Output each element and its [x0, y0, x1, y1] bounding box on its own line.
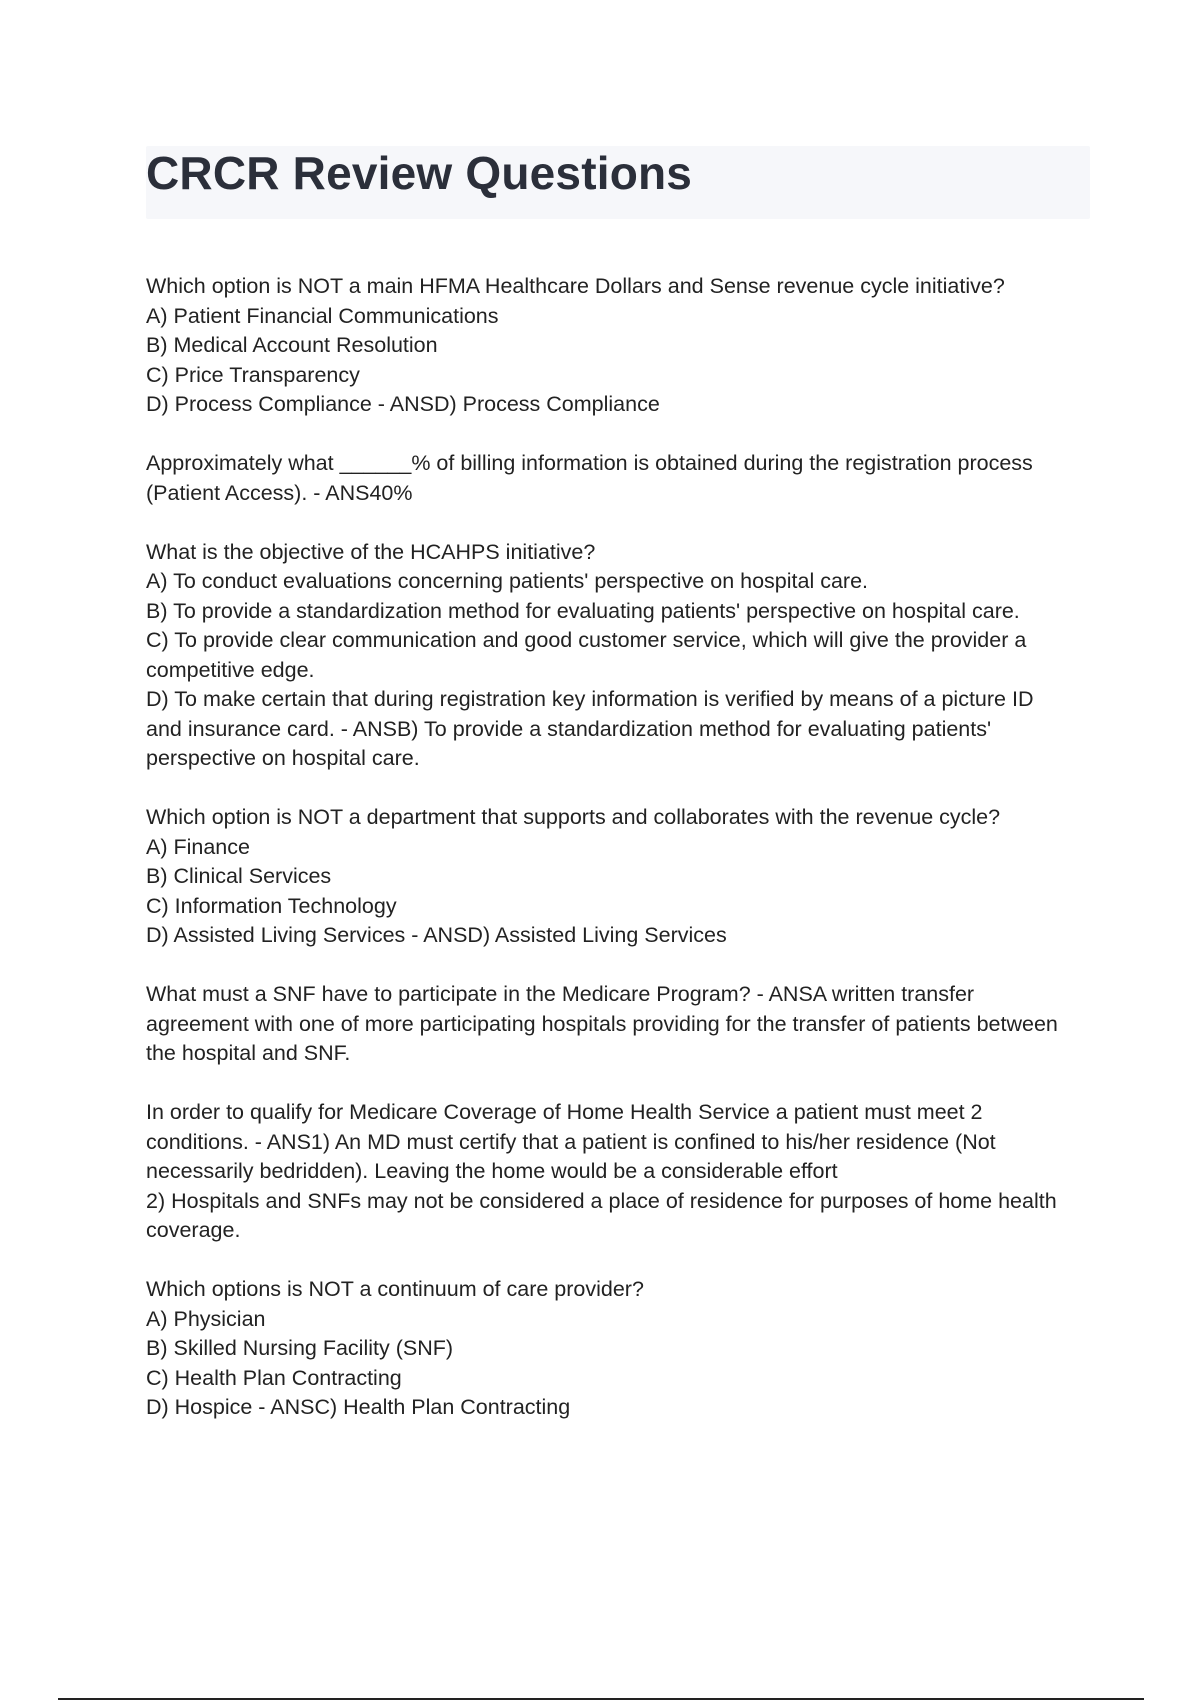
option-d-with-answer: D) Assisted Living Services - ANSD) Assisted Living Services [146, 923, 727, 947]
option-a: A) Physician [146, 1306, 266, 1331]
question-text: Which option is NOT a department that supports and collaborates with the revenue cycle? [146, 805, 1001, 829]
option-c: C) To provide clear communication and good customer service, which will give the provider a [146, 628, 1027, 652]
qa-block [146, 980, 1096, 1069]
question-text-with-answer: conditions. - ANS1) An MD must certify that a patient is confined to his/her residence (Not [146, 1129, 996, 1154]
option-d: D) To make certain that during registration key information is verified by means of a picture ID [146, 687, 1034, 711]
qa-block [146, 272, 1096, 420]
question-text: Which options is NOT a continuum of care provider? [146, 1277, 644, 1301]
question-text: In order to qualify for Medicare Coverage of Home Health Service a patient must meet 2 [146, 1100, 983, 1124]
option-c-continued: competitive edge. [146, 657, 315, 682]
option-d-with-answer: D) Process Compliance - ANSD) Process Compliance [146, 392, 660, 416]
answer-continued: the hospital and SNF. [146, 1041, 351, 1065]
qa-block [146, 449, 1096, 508]
option-a: A) To conduct evaluations concerning patients' perspective on hospital care. [146, 569, 869, 593]
question-text: Approximately what ______% of billing information is obtained during the registration process [146, 451, 1033, 475]
answer-continued: coverage. [146, 1218, 241, 1242]
option-c: C) Health Plan Contracting [146, 1365, 402, 1390]
qa-block [146, 1098, 1096, 1246]
answer-continued: perspective on hospital care. [146, 746, 420, 770]
option-a: A) Finance [146, 834, 250, 859]
option-c: C) Information Technology [146, 893, 397, 918]
answer-continued: agreement with one of more participating hospitals providing for the transfer of patients between [146, 1011, 1058, 1036]
qa-block [146, 803, 1096, 951]
option-b: B) To provide a standardization method for evaluating patients' perspective on hospital care. [146, 598, 1020, 623]
document-title: CRCR Review Questions [146, 147, 693, 199]
option-d-with-answer: D) Hospice - ANSC) Health Plan Contracting [146, 1395, 571, 1419]
option-b: B) Skilled Nursing Facility (SNF) [146, 1336, 454, 1360]
answer-continued: necessarily bedridden). Leaving the home would be a considerable effort [146, 1159, 838, 1183]
question-list [146, 272, 1096, 1452]
qa-block [146, 1275, 1096, 1423]
option-d-with-answer: and insurance card. - ANSB) To provide a standardization method for evaluating patients' [146, 716, 992, 741]
option-b: B) Medical Account Resolution [146, 333, 438, 357]
option-b: B) Clinical Services [146, 864, 332, 888]
question-text-with-answer: (Patient Access). - ANS40% [146, 480, 413, 505]
option-c: C) Price Transparency [146, 362, 360, 387]
option-a: A) Patient Financial Communications [146, 303, 499, 328]
qa-block [146, 538, 1096, 774]
answer-continued: 2) Hospitals and SNFs may not be considered a place of residence for purposes of home health [146, 1188, 1057, 1213]
question-text: What is the objective of the HCAHPS initiative? [146, 539, 596, 564]
question-text: Which option is NOT a main HFMA Healthcare Dollars and Sense revenue cycle initiative? [146, 274, 1005, 298]
question-text-with-answer: What must a SNF have to participate in the Medicare Program? - ANSA written transfer [146, 982, 975, 1006]
